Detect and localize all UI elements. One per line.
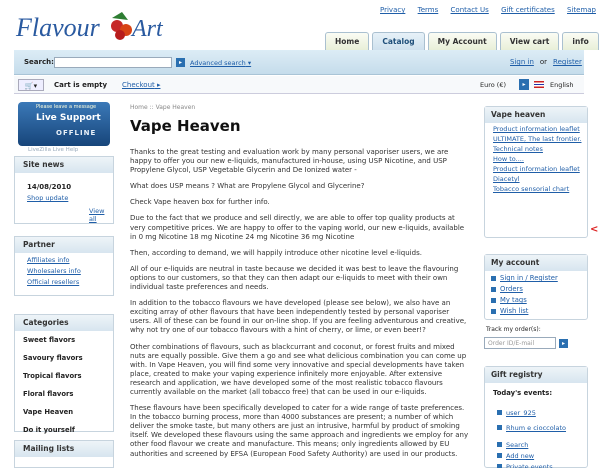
content-paragraph: Then, according to demand, we will happily introduce other nicotine level e-liquids.	[130, 248, 422, 257]
red-arrow-icon: <	[590, 224, 599, 235]
category-savoury[interactable]: Savoury flavors	[23, 354, 83, 362]
wholesalers-link[interactable]: Wholesalers info	[27, 267, 81, 275]
live-support-banner[interactable]	[18, 102, 110, 146]
or-text: or	[539, 58, 548, 66]
svg-text:Art: Art	[132, 16, 163, 42]
vape-link-product-info[interactable]: Product information leaflet	[493, 125, 580, 133]
partner-title: Partner	[15, 237, 113, 253]
bullet-icon	[497, 425, 502, 430]
language-selector[interactable]: English	[550, 81, 574, 89]
category-floral[interactable]: Floral flavors	[23, 390, 74, 398]
news-date: 14/08/2010	[27, 183, 72, 191]
site-news-box	[14, 156, 114, 224]
advanced-search-link[interactable]: Advanced search ▾	[190, 59, 252, 67]
checkout-link[interactable]: Checkout ▸	[122, 81, 161, 89]
top-links	[380, 6, 596, 14]
bullet-icon	[491, 309, 496, 314]
tab-my-account[interactable]: My Account	[428, 32, 497, 50]
gift-certificates-link[interactable]: Gift certificates	[501, 6, 555, 14]
bullet-icon	[497, 464, 502, 468]
site-news-title: Site news	[15, 157, 113, 173]
vape-link-technical-notes[interactable]: Technical notes	[493, 145, 543, 153]
content-paragraph: All of our e-liquids are neutral in taste because we decided it was best to leave the flavouring options to our customers, so that they can then adapt our e-liquids to meet with their own individual taste preferences and needs.	[130, 264, 459, 292]
track-order-input[interactable]: Order ID/E-mail	[484, 337, 556, 349]
vape-heaven-box	[484, 106, 588, 238]
account-item-wishlist[interactable]	[491, 307, 587, 315]
gift-action-label: Private events	[506, 462, 553, 468]
vape-link-diacetyl[interactable]: Diacetyl	[493, 175, 520, 183]
cart-status: Cart is empty	[54, 81, 108, 89]
tab-info[interactable]: info	[562, 32, 598, 50]
live-support-title: Live Support	[36, 113, 101, 123]
gift-event-label: user_925	[506, 408, 536, 417]
account-item-tags[interactable]	[491, 296, 587, 304]
account-item-signin[interactable]	[491, 274, 587, 282]
content-paragraph: Other combinations of flavours, such as blackcurrant and coconut, or forest fruits and mixed nuts are equally possible. Give them a go and see what delicious combination you can come up with. In Vape Heaven, you will find some very innovative and special developments have taken place, created to make your vaping experience infinitely more enjoyable. After extensive research and application, we have developed some of the most realistic tobacco flavours currently available on the market (all tobacco free) that can be used in our e-liquids.	[130, 342, 467, 396]
view-all-news-link[interactable]: View all	[89, 207, 105, 223]
gift-search-link[interactable]	[497, 439, 587, 450]
sitemap-link[interactable]: Sitemap	[567, 6, 596, 14]
my-account-title: My account	[485, 255, 587, 271]
page-title: Vape Heaven	[130, 117, 241, 135]
gift-event-item[interactable]	[497, 422, 587, 433]
bullet-icon	[497, 410, 502, 415]
track-order-label: Track my order(s):	[486, 326, 541, 333]
gift-action-label: Search	[506, 440, 529, 449]
gift-event-label: Rhum e cioccolato	[506, 423, 567, 432]
category-vape-heaven[interactable]: Vape Heaven	[23, 408, 74, 416]
partner-box	[14, 236, 114, 296]
main-content	[130, 148, 470, 466]
affiliates-link[interactable]: Affiliates info	[27, 256, 70, 264]
mailing-lists-box	[14, 440, 114, 468]
sign-in-link[interactable]: Sign in	[510, 58, 534, 66]
tab-view-cart[interactable]: View cart	[500, 32, 560, 50]
resellers-link[interactable]: Official resellers	[27, 278, 80, 286]
account-item-label: Wish list	[500, 307, 529, 315]
vape-link-how-to[interactable]: How to....	[493, 155, 524, 163]
live-support-footer[interactable]: LiveZilla Live Help	[28, 147, 79, 153]
content-paragraph: These flavours have been specifically developed to cater for a wide range of taste preferences. In the tobacco burning process, more than 4000 substances are present; a number of which deliver the smoke taste, but many others are just an intrusive, harmful by product of smoking itself. We developed these flavours using the same approach and ingredients we employ for any other food flavour we create and manufacture. This means; only ingredients allowed by EU authorities and screened by EFSA (European Food Safety Authority) are used in our products.	[130, 404, 469, 458]
flavour-art-logo[interactable]	[14, 6, 164, 48]
gift-action-label: Add new	[506, 451, 535, 460]
register-link[interactable]: Register	[553, 58, 582, 66]
account-item-label: Sign in / Register	[500, 274, 558, 282]
categories-box	[14, 314, 114, 432]
todays-events-label: Today's events:	[493, 389, 553, 397]
bullet-icon	[491, 276, 496, 281]
breadcrumb[interactable]: Home :: Vape Heaven	[130, 104, 196, 111]
news-item-link[interactable]: Shop update	[27, 194, 69, 202]
advanced-search-label: Advanced search	[190, 59, 246, 67]
vape-link-tobacco-chart[interactable]: Tobacco sensorial chart	[493, 185, 570, 193]
terms-link[interactable]: Terms	[417, 6, 439, 14]
flag-icon	[534, 81, 544, 88]
checkout-label: Checkout	[122, 81, 155, 89]
search-label: Search:	[24, 58, 54, 66]
bullet-icon	[491, 287, 496, 292]
search-input[interactable]	[54, 57, 172, 68]
account-item-label: My tags	[500, 296, 527, 304]
privacy-link[interactable]: Privacy	[380, 6, 406, 14]
svg-text:Flavour: Flavour	[16, 13, 100, 42]
category-tropical[interactable]: Tropical flavors	[23, 372, 82, 380]
mailing-lists-title: Mailing lists	[15, 441, 113, 457]
gift-registry-box	[484, 366, 588, 468]
content-paragraph: Check Vape heaven box for further info.	[130, 198, 270, 207]
vape-heaven-title: Vape heaven	[485, 107, 587, 123]
content-paragraph: What does USP means ? What are Propylene Glycol and Glycerine?	[130, 182, 365, 191]
category-sweet[interactable]: Sweet flavors	[23, 336, 76, 344]
contact-link[interactable]: Contact Us	[450, 6, 489, 14]
my-account-box	[484, 254, 588, 320]
tab-home[interactable]: Home	[325, 32, 369, 50]
language-dropdown-icon[interactable]: ▸	[519, 79, 529, 90]
cart-icon[interactable]: 🛒▾	[18, 79, 44, 91]
bullet-icon	[491, 298, 496, 303]
content-paragraph: Thanks to the great testing and evaluation work by many personal vaporiser users, we are happy to offer you our new e-liquids, manufactured in-house, using USP Nicotine, and USP Propylene Glycol, USP Vegetable Glycerin and De Ionized water -	[130, 148, 449, 175]
auth-links	[510, 58, 582, 66]
account-item-label: Orders	[500, 285, 523, 293]
track-order-button[interactable]: ▸	[559, 339, 568, 348]
bullet-icon	[497, 453, 502, 458]
gift-private-events-link[interactable]	[497, 461, 587, 468]
account-item-orders[interactable]	[491, 285, 587, 293]
search-go-button[interactable]: ▸	[176, 58, 185, 67]
vape-link-ultimate[interactable]: ULTIMATE, The last frontier.	[493, 135, 582, 143]
live-support-leave-message: Please leave a message	[36, 104, 97, 110]
gift-add-new-link[interactable]	[497, 450, 587, 461]
content-paragraph: In addition to the tobacco flavours we have developed (please see below), we also have an exciting array of other flavours that have been independently tested by personal vaporiser users. All of these can be found in our on-line shop. If you are feeling adventurous and creative, why not try one of our tobacco flavours with a hint of cherry, or lime, or even beer!?	[130, 299, 467, 335]
live-support-status: OFFLINE	[56, 129, 97, 137]
currency-selector[interactable]: Euro (€)	[480, 81, 507, 89]
bullet-icon	[497, 442, 502, 447]
vape-link-product-info-2[interactable]: Product information leaflet	[493, 165, 580, 173]
tab-catalog[interactable]: Catalog	[372, 32, 424, 50]
categories-title: Categories	[15, 315, 113, 331]
content-paragraph: Due to the fact that we produce and sell directly, we are able to offer top quality products at very competitive prices. We are happy to offer to the vaping world, our new e-liquids, available in 0 mg Nicotine 18 mg Nicotine 24 mg Nicotine 36 mg Nicotine	[130, 214, 465, 241]
gift-event-item[interactable]	[497, 407, 587, 418]
main-tabs	[325, 32, 599, 50]
gift-registry-title: Gift registry	[485, 367, 587, 383]
category-diy[interactable]: Do it yourself	[23, 426, 75, 434]
